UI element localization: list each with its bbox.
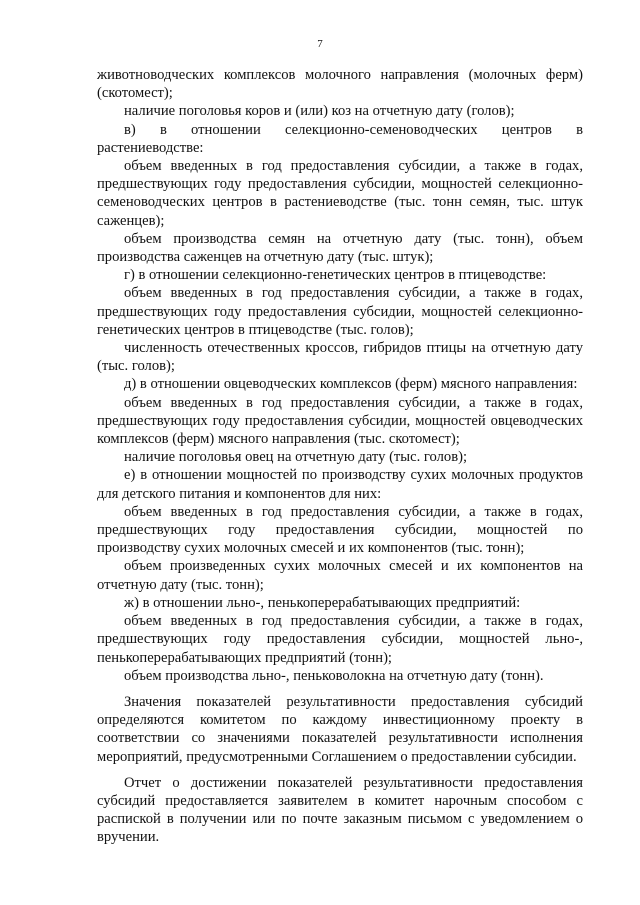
page-number: 7 — [317, 38, 323, 50]
paragraph-9: д) в отношении овцеводческих комплексов (ферм) мясного направления: — [124, 376, 578, 393]
paragraph-17: объем производства льно-, пеньковолокна на отчетную дату (тонн). — [124, 667, 544, 684]
paragraph-13: объем введенных в год предоставления субсидии, а также в годах, предшествующих году предоставления субсидии, мощностей по производству сухих молочных смесей и их компонентов (тыс. тонн); — [97, 503, 583, 557]
paragraph-4: объем введенных в год предоставления субсидии, а также в годах, предшествующих году предоставления субсидии, мощностей селекционно-семеноводческих центров в растениеводстве (тыс. тонн семян, тыс. штук саженцев); — [97, 158, 583, 229]
paragraph-11: наличие поголовья овец на отчетную дату (тыс. голов); — [124, 449, 467, 466]
paragraph-6: г) в отношении селекционно-генетических центров в птицеводстве: — [124, 267, 547, 284]
paragraph-2: наличие поголовья коров и (или) коз на отчетную дату (голов); — [124, 103, 515, 120]
paragraph-14: объем произведенных сухих молочных смесей и их компонентов на отчетную дату (тыс. тонн); — [97, 558, 583, 593]
paragraph-18: Значения показателей результативности предоставления субсидий определяются комитетом по каждому инвестиционному проекту в соответствии со значениями показателей результативности исполнения мероприятий, предусмотренными Соглашением о предоставлении субсидии. — [97, 693, 583, 765]
paragraph-15: ж) в отношении льно-, пенькоперерабатывающих предприятий: — [124, 594, 521, 611]
paragraph-8: численность отечественных кроссов, гибридов птицы на отчетную дату (тыс. голов); — [97, 340, 583, 375]
paragraph-12: е) в отношении мощностей по производству сухих молочных продуктов для детского питания и компонентов для них: — [97, 467, 583, 502]
paragraph-3: в) в отношении селекционно-семеноводческих центров в растениеводстве: — [97, 121, 583, 156]
paragraph-1: животноводческих комплексов молочного направления (молочных ферм) (скотомест); — [97, 67, 583, 102]
paragraph-5: объем производства семян на отчетную дату (тыс. тонн), объем производства саженцев на отчетную дату (тыс. штук); — [97, 230, 583, 266]
paragraph-7: объем введенных в год предоставления субсидии, а также в годах, предшествующих году предоставления субсидии, мощностей селекционно-генетических центров в птицеводстве (тыс. голов); — [97, 285, 583, 338]
paragraph-19: Отчет о достижении показателей результативности предоставления субсидий предоставляется заявителем в комитет нарочным способом с распиской в получении или по почте заказным письмом с уведомлением о вручении. — [97, 774, 583, 846]
paragraph-16: объем введенных в год предоставления субсидии, а также в годах, предшествующих году предоставления субсидии, мощностей льно-, пенькоперерабатывающих предприятий (тонн); — [97, 613, 583, 666]
paragraph-10: объем введенных в год предоставления субсидии, а также в годах, предшествующих году предоставления субсидии, мощностей овцеводческих комплексов (ферм) мясного направления (тыс. скотомест); — [97, 394, 583, 448]
document-body — [97, 66, 583, 847]
